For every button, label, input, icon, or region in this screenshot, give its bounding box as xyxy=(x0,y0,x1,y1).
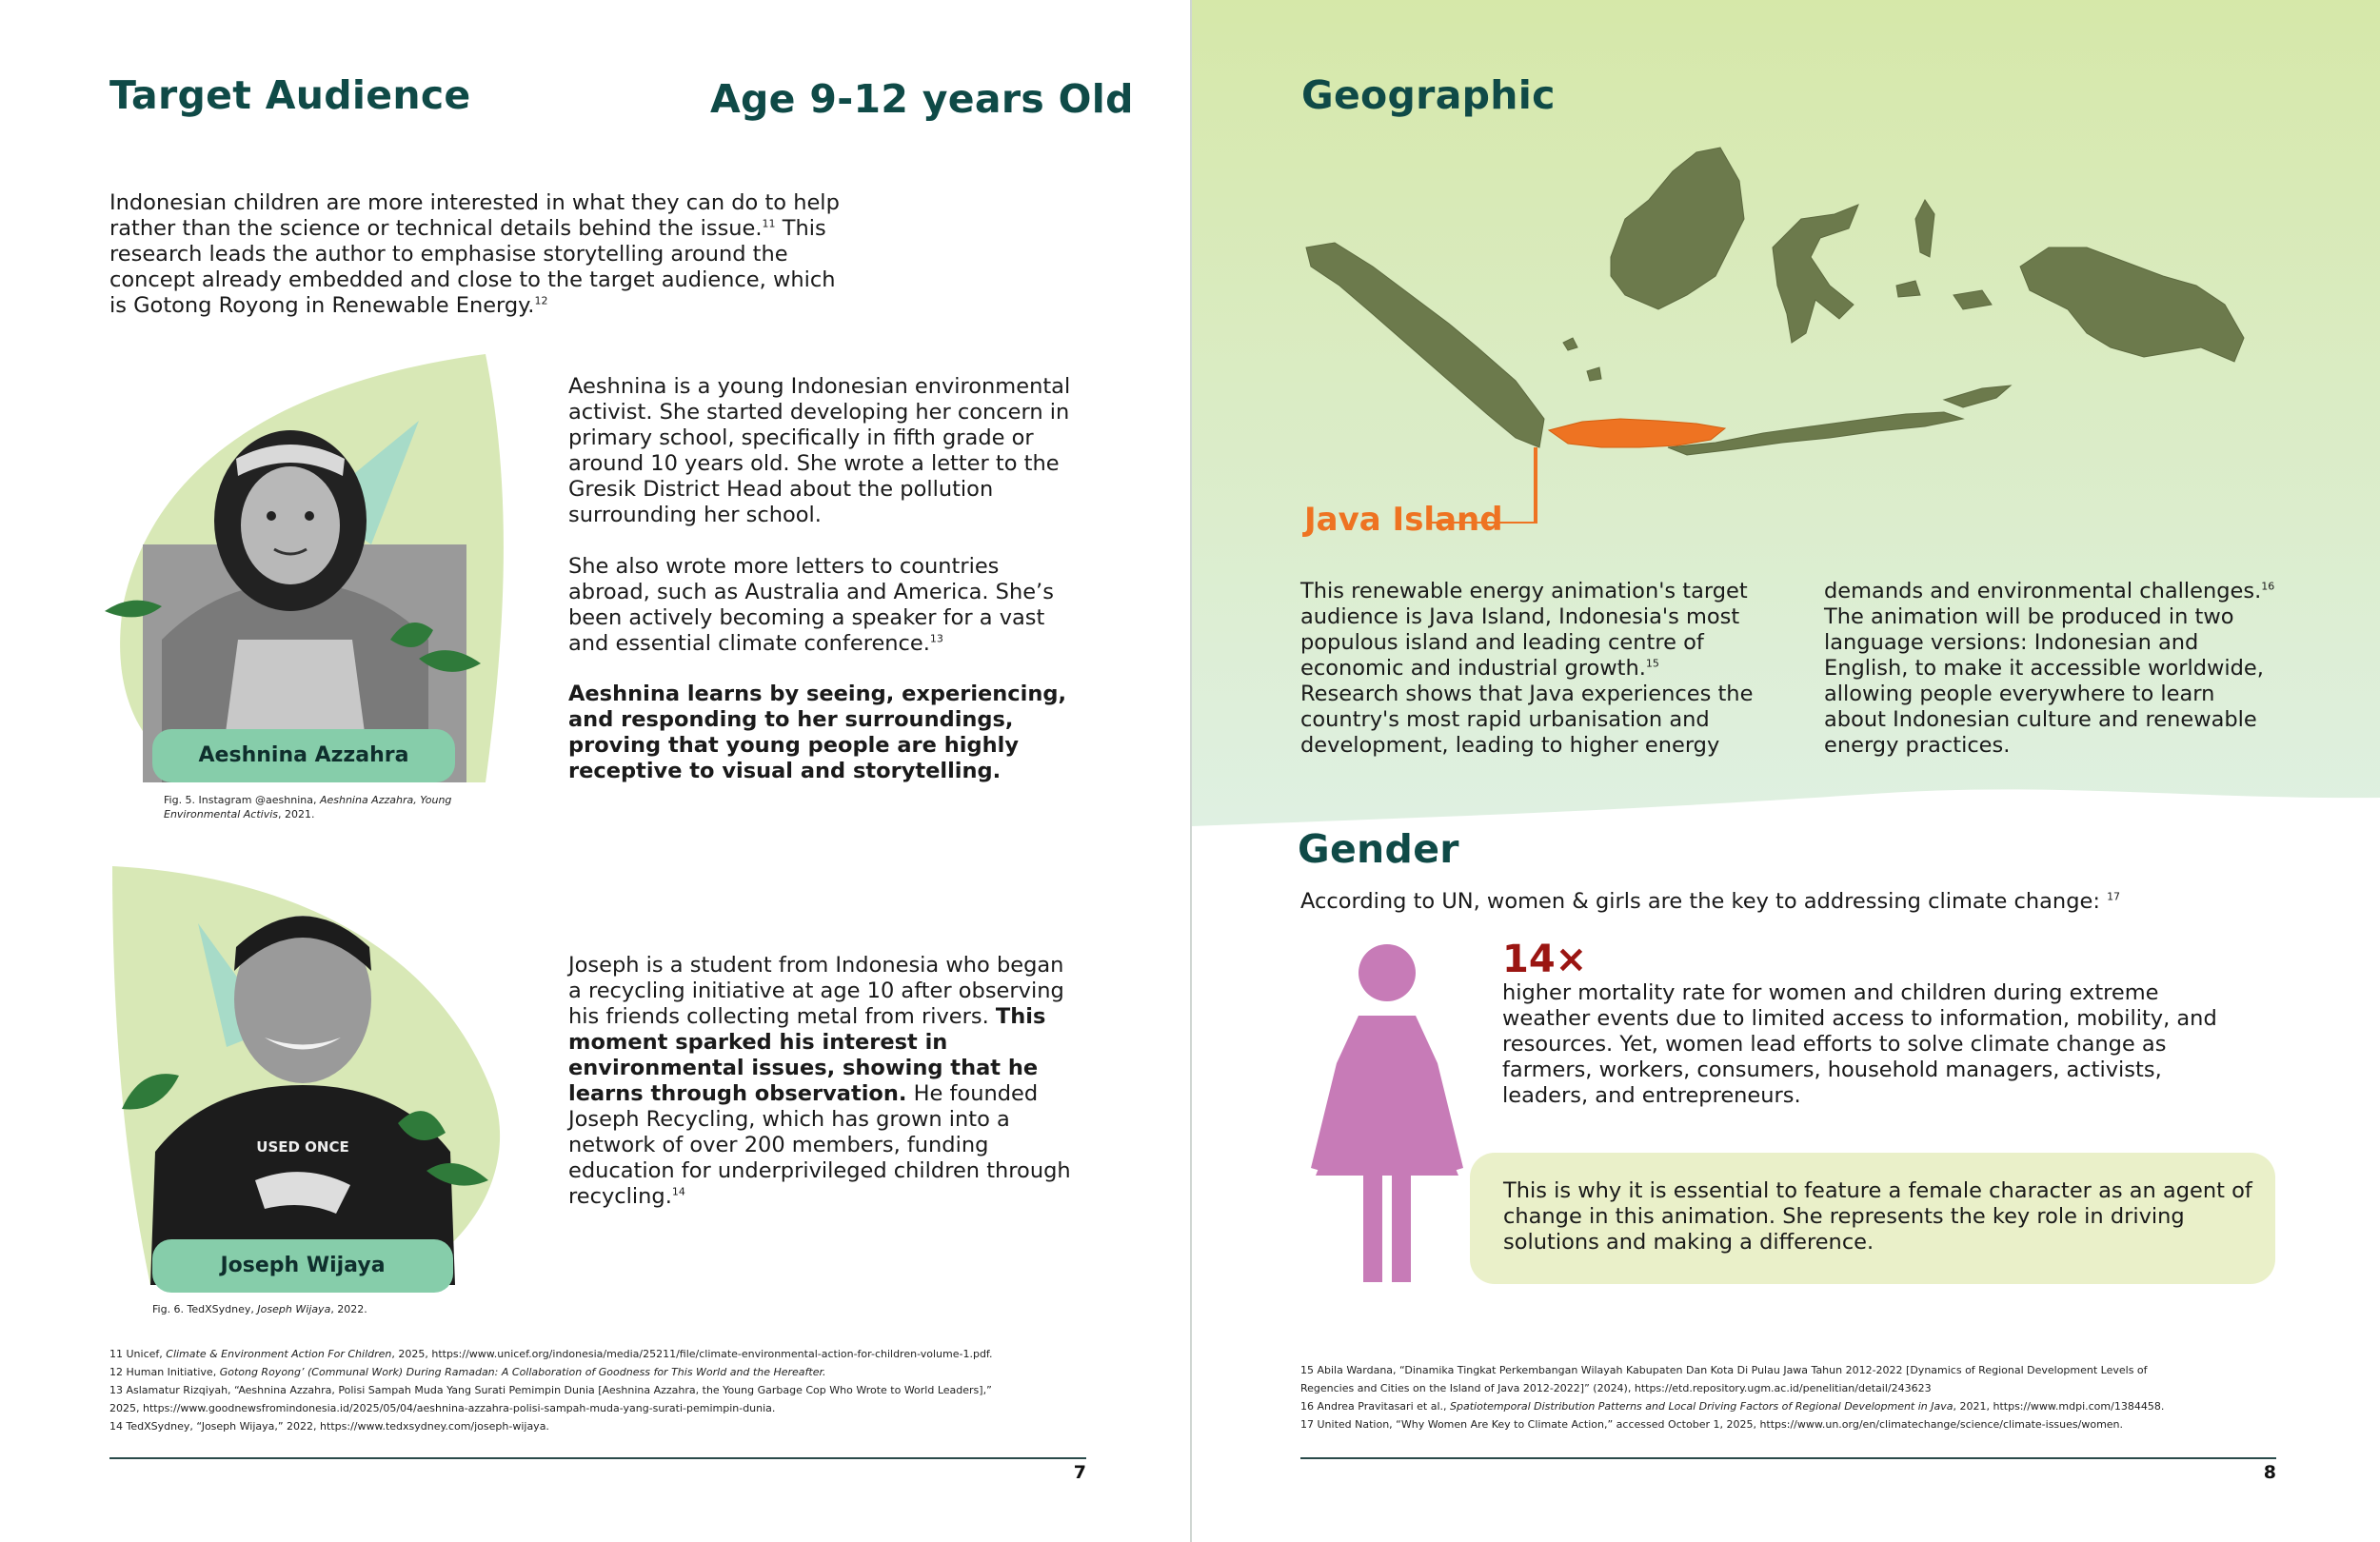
aeshnina-name-pill: Aeshnina Azzahra xyxy=(152,729,455,782)
page-8 xyxy=(1192,0,2380,1542)
footer-rule xyxy=(109,1457,1086,1459)
intro-paragraph: Indonesian children are more interested in what they can do to help rather than the science or technical details behind the issue.$^{11}$ This research leads the author to emphasise storytelling around the concept already embedded and close to the target audience, which is Gotong Royong in Renewable Energy.$^{12}$ xyxy=(109,190,840,318)
aeshnina-paragraph-1: Aeshnina is a young Indonesian environmental activist. She started developing her concern in primary school, specifically in fifth grade or around 10 years old. She wrote a letter to the Gresik District Head about the pollution surrounding her school. xyxy=(568,374,1071,527)
joseph-photo xyxy=(112,866,512,1295)
footer-rule xyxy=(1300,1457,2276,1459)
target-audience-title: Target Audience xyxy=(109,72,471,118)
footnote-15a: 15 Abila Wardana, “Dinamika Tingkat Perkembangan Wilayah Kabupaten Dan Kota Di Pulau Jawa Tahun 2012-2022 [Dynamics of Regional Development Levels of xyxy=(1300,1364,2148,1376)
shirt-text: USED ONCE xyxy=(256,1138,349,1156)
female-icon xyxy=(1306,944,1468,1287)
footnote-17: 17 United Nation, “Why Women Are Key to Climate Action,” accessed October 1, 2025, https://www.un.org/en/climatechange/science/climate-issues/women. xyxy=(1300,1418,2124,1431)
small-isle-1 xyxy=(1563,338,1577,350)
footnote-16: 16 Andrea Pravitasari et al., Spatiotemporal Distribution Patterns and Local Driving Factors of Regional Development in Java, 2021, https://www.mdpi.com/1384458. xyxy=(1300,1400,2165,1413)
callout-text: This is why it is essential to feature a female character as an agent of change in this animation. She represents the key role in driving solutions and making a difference. xyxy=(1503,1178,2252,1255)
maluku-3 xyxy=(1896,281,1920,297)
footnotes-right xyxy=(1300,1361,2291,1433)
geographic-title: Geographic xyxy=(1301,72,1556,118)
timor xyxy=(1944,386,2011,407)
page-number: 7 xyxy=(1073,1462,1086,1483)
age-heading: Age 9-12 years Old xyxy=(710,76,1134,122)
page-number: 8 xyxy=(2263,1462,2276,1483)
aeshnina-photo xyxy=(105,354,514,792)
joseph-name-pill: Joseph Wijaya xyxy=(152,1239,453,1293)
footnote-13a: 13 Aslamatur Rizqiyah, “Aeshnina Azzahra, Polisi Sampah Muda Yang Surati Pemimpin Dunia [Aeshnina Azzahra, the Young Garbage Cop Who Wrote to World Leaders],” xyxy=(109,1384,992,1396)
joseph-paragraph: Joseph is a student from Indonesia who began a recycling initiative at age 10 after observing his friends collecting metal from rivers. This moment sparked his interest in environmental issues, showing that he learns through observation. He founded Joseph Recycling, which has grown into a network of over 200 members, funding education for underprivileged children through recycling.$^{14}$ xyxy=(568,953,1071,1209)
gender-intro: According to UN, women & girls are the key to addressing climate change: $^{17}$ xyxy=(1300,889,2121,914)
indonesia-islands xyxy=(1306,148,2244,455)
aeshnina-paragraph-3: Aeshnina learns by seeing, experiencing, and responding to her surroundings, proving that young people are highly receptive to visual and storytelling. xyxy=(568,682,1067,783)
maluku-1 xyxy=(1915,200,1934,257)
sulawesi xyxy=(1773,205,1858,343)
footnotes-left xyxy=(109,1345,1090,1435)
footnote-15b: Regencies and Cities on the Island of Java 2012-2022]” (2024), https://etd.repository.ugm.ac.id/penelitian/detail/243623 xyxy=(1300,1382,1932,1394)
maluku-2 xyxy=(1954,290,1992,309)
stat-value: 14× xyxy=(1502,938,1588,981)
gender-title: Gender xyxy=(1298,826,1459,872)
sumatra xyxy=(1306,243,1544,447)
fig5-caption: Fig. 5. Instagram @aeshnina, Aeshnina Azzahra, Young Environmental Activis, 2021. xyxy=(164,794,452,820)
footnote-11: 11 Unicef, Climate & Environment Action For Children, 2025, https://www.unicef.org/indonesia/media/25211/file/climate-environmental-action-for-children-volume-1.pdf. xyxy=(109,1348,993,1360)
kalimantan xyxy=(1611,148,1744,309)
callout-box xyxy=(1470,1153,2275,1284)
footnote-12: 12 Human Initiative, Gotong Royong’ (Communal Work) During Ramadan: A Collaboration of Goodness for This World and the Hereafter. xyxy=(109,1366,826,1378)
footnote-14: 14 TedXSydney, “Joseph Wijaya,” 2022, https://www.tedxsydney.com/joseph-wijaya. xyxy=(109,1420,549,1433)
footnote-13b: 2025, https://www.goodnewsfromindonesia.id/2025/05/04/aeshnina-azzahra-polisi-sampah-muda-yang-surati-pemimpin-dunia. xyxy=(109,1402,776,1414)
geographic-paragraph: This renewable energy animation's target audience is Java Island, Indonesia's most populous island and leading centre of economic and industrial growth.$^{15}$ Research shows that Java experiences the country's most rapid urbanisation and development, leading to higher energy demands and environmental challenges.$^{16}$ The animation will be produced in two language versions: Indonesian and English, to make it accessible worldwide, allowing people everywhere to learn about Indonesian culture and renewable energy practices. xyxy=(1300,579,2275,758)
stat-description: higher mortality rate for women and children during extreme weather events due to limited access to information, mobility, and resources. Yet, women lead efforts to solve climate change as farmers, workers, consumers, household managers, activists, leaders, and entrepreneurs. xyxy=(1502,980,2217,1108)
java-island xyxy=(1549,419,1725,447)
indonesia-map xyxy=(1297,143,2249,524)
aeshnina-paragraph-2: She also wrote more letters to countries abroad, such as Australia and America. She’s been actively becoming a speaker for a vast and essential climate conference.$^{13}$ xyxy=(568,554,1054,656)
fig6-caption: Fig. 6. TedXSydney, Joseph Wijaya, 2022. xyxy=(152,1303,367,1315)
papua xyxy=(2020,247,2244,362)
small-isle-2 xyxy=(1587,367,1601,381)
java-island-label: Java Island xyxy=(1304,501,1503,539)
